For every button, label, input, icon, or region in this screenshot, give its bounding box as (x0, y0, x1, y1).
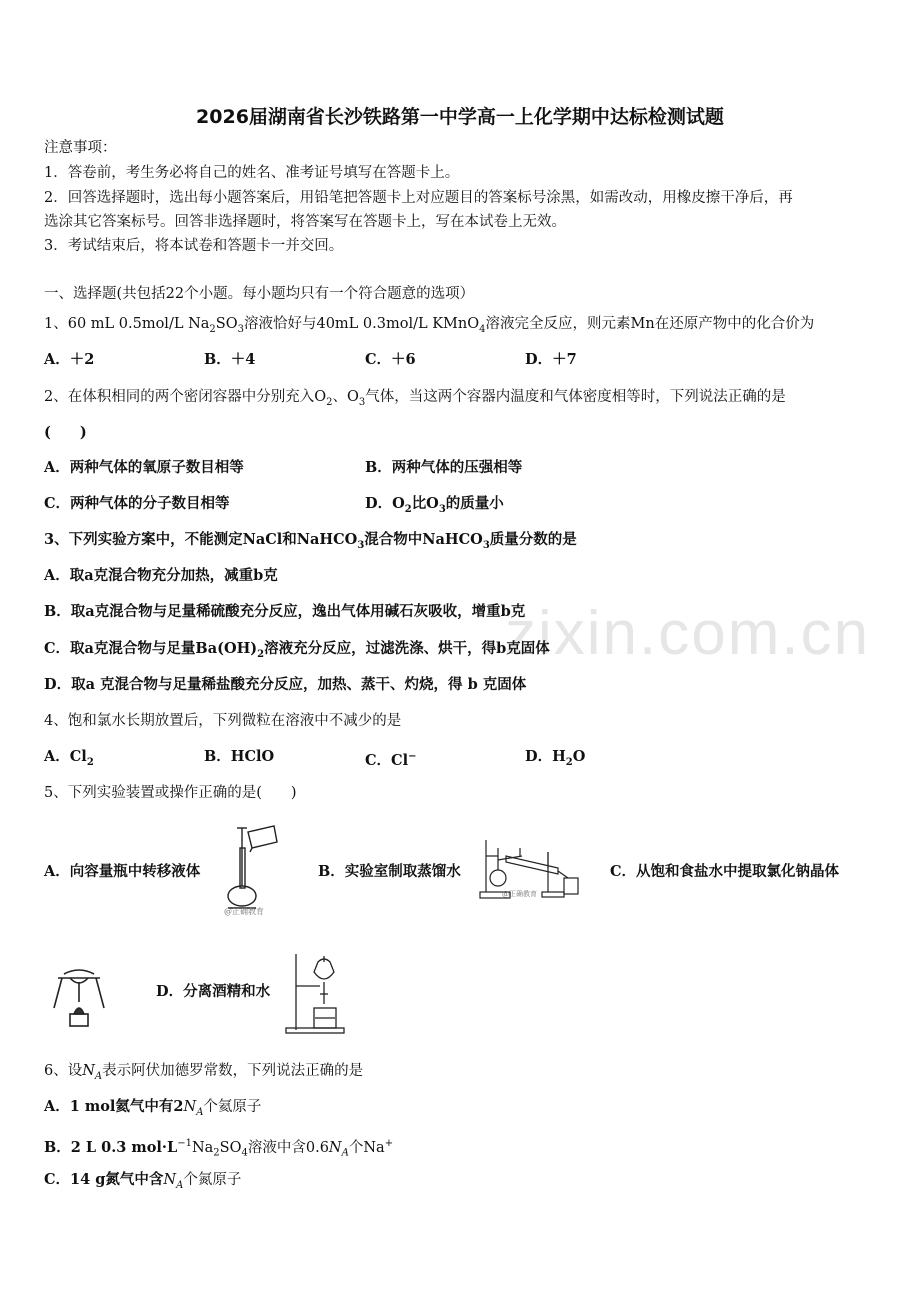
q4-option-b: B．HClO (204, 748, 275, 765)
question-2-stem: 2、在体积相同的两个密闭容器中分别充入$O_2$、$O_3$气体，当这两个容器内温度和气体密度相等时，下列说法正确的是 (44, 389, 786, 408)
q4-option-a: A．$Cl_2$ (44, 748, 94, 768)
question-6-stem: 6、设$N_A$表示阿伏加德罗常数，下列说法正确的是 (44, 1063, 364, 1082)
notice-item-3: 3．考试结束后，将本试卷和答题卡一并交回。 (44, 238, 344, 254)
q2-option-b: B．两种气体的压强相等 (365, 459, 523, 476)
question-2-paren: ( ) (44, 424, 87, 441)
figure-b-caption: @正确教育 (502, 890, 537, 898)
distillation-apparatus-figure (478, 834, 588, 904)
q1-option-b: B．＋4 (204, 351, 256, 368)
separatory-funnel-figure (284, 952, 348, 1036)
section-heading: 一、选择题(共包括22个小题。每小题均只有一个符合题意的选项） (44, 286, 475, 302)
q3-option-b: B．取a克混合物与足量稀硫酸充分反应，逸出气体用碱石灰吸收，增重b克 (44, 603, 526, 620)
evaporation-dish-figure (48, 962, 110, 1032)
q5-option-c: C．从饱和食盐水中提取氯化钠晶体 (610, 863, 840, 880)
q1-option-d: D．＋7 (525, 351, 577, 368)
question-5-stem: 5、下列实验装置或操作正确的是( ) (44, 785, 297, 801)
q3-option-a: A．取a克混合物充分加热，减重b克 (44, 567, 278, 584)
q3-option-c: C．取a克混合物与足量$Ba(OH)_2$溶液充分反应，过滤洗涤、烘干，得b克固体 (44, 640, 550, 660)
notice-item-2: 2．回答选择题时，选出每小题答案后，用铅笔把答题卡上对应题目的答案标号涂黑，如需改动，用橡皮擦干净后，再 (44, 190, 793, 206)
q2-option-d: D．$O_2$比$O_3$的质量小 (365, 495, 504, 515)
q6-option-b: B．2 L 0.3 $mol\cdot L^{-1}Na_2SO_4$溶液中含$0.6N_A$个Na+ (44, 1138, 394, 1159)
notice-item-1: 1．答卷前，考生务必将自己的姓名、准考证号填写在答题卡上。 (44, 165, 460, 181)
question-1-stem: 1、60 mL 0.5mol/L $Na_2SO_3$溶液恰好与40mL 0.3mol/L KMnO$_4$溶液完全反应，则元素Mn在还原产物中的化合价为 (44, 316, 815, 335)
q6-option-a: A．1 mol氦气中有$2N_A$个氦原子 (44, 1098, 262, 1118)
q4-option-c: C．Cl− (365, 751, 417, 769)
q4-option-d: D．$H_2O$ (525, 748, 586, 768)
q2-option-a: A．两种气体的氧原子数目相等 (44, 459, 244, 476)
q5-option-b: B．实验室制取蒸馏水 (318, 863, 461, 880)
figure-a-caption: @正确教育 (224, 907, 264, 916)
volumetric-flask-figure (222, 824, 292, 916)
q6-option-c: C．14 g氮气中含$N_A$个氮原子 (44, 1171, 242, 1191)
q1-option-c: C．＋6 (365, 351, 416, 368)
notice-item-2-cont: 选涂其它答案标号。回答非选择题时，将答案写在答题卡上，写在本试卷上无效。 (44, 214, 566, 230)
q2-option-c: C．两种气体的分子数目相等 (44, 495, 230, 512)
q5-option-d: D．分离酒精和水 (156, 983, 271, 1000)
question-3-stem: 3、下列实验方案中，不能测定NaCl和NaHCO$_3$混合物中NaHCO$_3$质量分数的是 (44, 531, 577, 551)
notice-heading: 注意事项： (44, 140, 117, 156)
q5-option-a: A．向容量瓶中转移液体 (44, 863, 201, 880)
question-4-stem: 4、饱和氯水长期放置后，下列微粒在溶液中不减少的是 (44, 713, 402, 729)
q3-option-d: D．取a 克混合物与足量稀盐酸充分反应，加热、蒸干、灼烧，得 b 克固体 (44, 676, 527, 693)
watermark: zixin.com.cn (505, 599, 871, 668)
q1-option-a: A．＋2 (44, 351, 95, 368)
page-title: 2026届湖南省长沙铁路第一中学高一上化学期中达标检测试题 (196, 106, 724, 128)
